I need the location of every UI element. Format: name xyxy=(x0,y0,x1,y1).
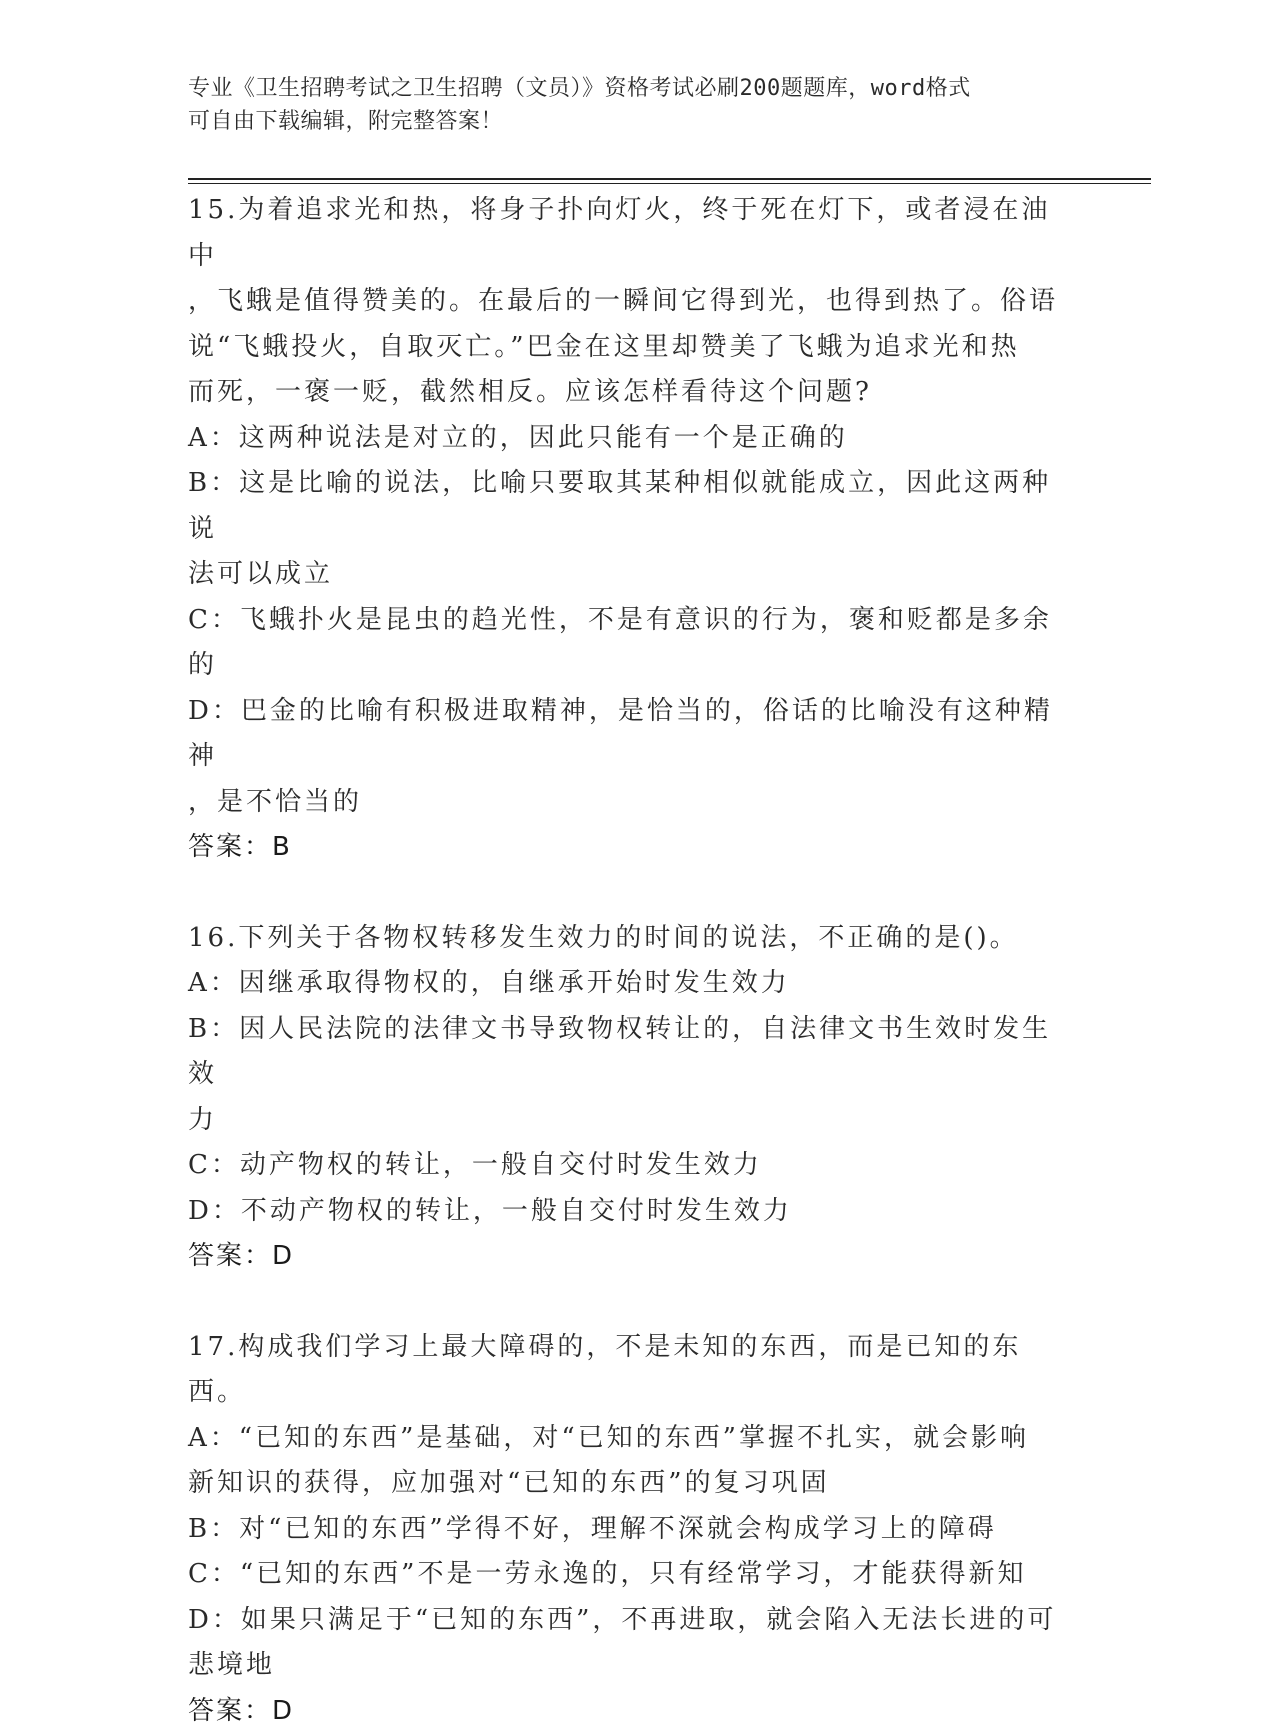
option-b: B：这是比喻的说法，比喻只要取其某种相似就能成立，因此这两种说 xyxy=(188,461,1068,552)
option-d: D：巴金的比喻有积极进取精神，是恰当的，俗话的比喻没有这种精神 xyxy=(188,689,1068,780)
question-spacer xyxy=(188,1280,1068,1325)
option-d: D：不动产物权的转让，一般自交付时发生效力 xyxy=(188,1189,1068,1235)
question-15 xyxy=(188,188,1068,871)
question-stem-line: 说“飞蛾投火，自取灭亡。”巴金在这里却赞美了飞蛾为追求光和热 xyxy=(188,325,1068,371)
question-stem-line: 17.构成我们学习上最大障碍的，不是未知的东西，而是已知的东西。 xyxy=(188,1325,1068,1416)
answer-label: 答案：D xyxy=(188,1689,1068,1734)
header-divider-thick xyxy=(188,178,1151,180)
option-a: A：因继承取得物权的，自继承开始时发生效力 xyxy=(188,961,1068,1007)
option-d: D：如果只满足于“已知的东西”，不再进取，就会陷入无法长进的可 xyxy=(188,1598,1068,1644)
question-stem-line: 15.为着追求光和热，将身子扑向灯火，终于死在灯下，或者浸在油中 xyxy=(188,188,1068,279)
document-header xyxy=(188,72,1078,138)
option-c: C：飞蛾扑火是昆虫的趋光性，不是有意识的行为，褒和贬都是多余的 xyxy=(188,598,1068,689)
question-spacer xyxy=(188,871,1068,916)
question-list xyxy=(188,188,1068,1734)
question-stem-line: ，飞蛾是值得赞美的。在最后的一瞬间它得到光，也得到热了。俗语 xyxy=(188,279,1068,325)
option-b-continued: 法可以成立 xyxy=(188,552,1068,598)
option-b-continued: 力 xyxy=(188,1098,1068,1144)
option-a-continued: 新知识的获得，应加强对“已知的东西”的复习巩固 xyxy=(188,1461,1068,1507)
answer-label: 答案：B xyxy=(188,825,1068,871)
option-a: A：“已知的东西”是基础，对“已知的东西”掌握不扎实，就会影响 xyxy=(188,1416,1068,1462)
option-d-continued: ，是不恰当的 xyxy=(188,780,1068,826)
option-a: A：这两种说法是对立的，因此只能有一个是正确的 xyxy=(188,416,1068,462)
answer-label: 答案：D xyxy=(188,1234,1068,1280)
option-d-continued: 悲境地 xyxy=(188,1643,1068,1689)
question-stem-line: 16.下列关于各物权转移发生效力的时间的说法，不正确的是()。 xyxy=(188,916,1068,962)
question-stem-line: 而死，一褒一贬，截然相反。应该怎样看待这个问题? xyxy=(188,370,1068,416)
option-b: B：因人民法院的法律文书导致物权转让的，自法律文书生效时发生效 xyxy=(188,1007,1068,1098)
option-b: B：对“已知的东西”学得不好，理解不深就会构成学习上的障碍 xyxy=(188,1507,1068,1553)
option-c: C：动产物权的转让，一般自交付时发生效力 xyxy=(188,1143,1068,1189)
question-17 xyxy=(188,1325,1068,1734)
header-title-line-1: 专业《卫生招聘考试之卫生招聘（文员）》资格考试必刷200题题库，word格式 xyxy=(188,72,1078,105)
question-16 xyxy=(188,916,1068,1280)
header-title-line-2: 可自由下载编辑，附完整答案！ xyxy=(188,105,1078,138)
header-divider-thin xyxy=(188,183,1151,184)
option-c: C：“已知的东西”不是一劳永逸的，只有经常学习，才能获得新知 xyxy=(188,1552,1068,1598)
